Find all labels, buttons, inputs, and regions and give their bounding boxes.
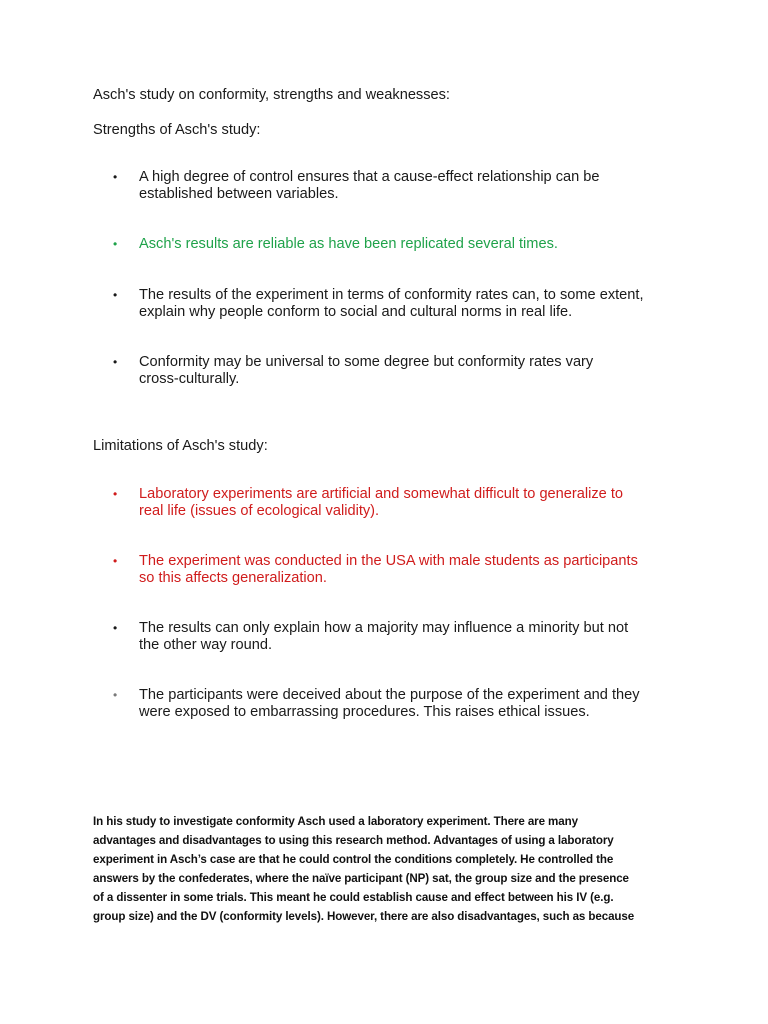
essay-paragraph: In his study to investigate conformity Asch used a laboratory experiment. There are many advantages and disadvantages to using this research method. Advantages of using a laboratory experiment in Asch’s case are that he could control the conditions completely. He controlled the answers by the confederates, where the naïve participant (NP) sat, the group size and the presence of a dissenter in some trials. This meant he could establish cause and effect between his IV (e.g. group size) and the DV (conformity levels). However, there are also disadvantages, such as because — [93, 815, 635, 923]
strength-text: Conformity may be universal to some degree but conformity rates vary cross-culturally. — [139, 354, 594, 387]
strengths-heading: Strengths of Asch's study: — [93, 122, 261, 138]
bullet-icon: • — [113, 170, 118, 184]
bullet-icon: • — [113, 355, 118, 369]
bullet-icon: • — [113, 237, 118, 251]
bullet-icon: • — [113, 487, 118, 501]
limitations-heading: Limitations of Asch's study: — [93, 438, 268, 454]
document-title: Asch's study on conformity, strengths and weaknesses: — [93, 87, 450, 103]
bullet-icon: • — [113, 688, 118, 702]
bullet-icon: • — [113, 621, 118, 635]
limitation-text: The experiment was conducted in the USA with male students as participants so this affects generalization. — [139, 553, 638, 586]
limitation-text: Laboratory experiments are artificial and somewhat difficult to generalize to real life (issues of ecological validity). — [139, 486, 624, 519]
limitation-text: The participants were deceived about the purpose of the experiment and they were exposed to embarrassing procedures. This raises ethical issues. — [139, 687, 640, 720]
limitation-text: The results can only explain how a majority may influence a minority but not the other way round. — [139, 620, 629, 653]
bullet-icon: • — [113, 554, 118, 568]
strength-text: A high degree of control ensures that a cause-effect relationship can be established between variables. — [139, 169, 600, 202]
bullet-icon: • — [113, 288, 118, 302]
strength-text: Asch's results are reliable as have been replicated several times. — [139, 236, 558, 252]
strength-text: The results of the experiment in terms of conformity rates can, to some extent, explain why people conform to social and cultural norms in real life. — [139, 287, 644, 320]
